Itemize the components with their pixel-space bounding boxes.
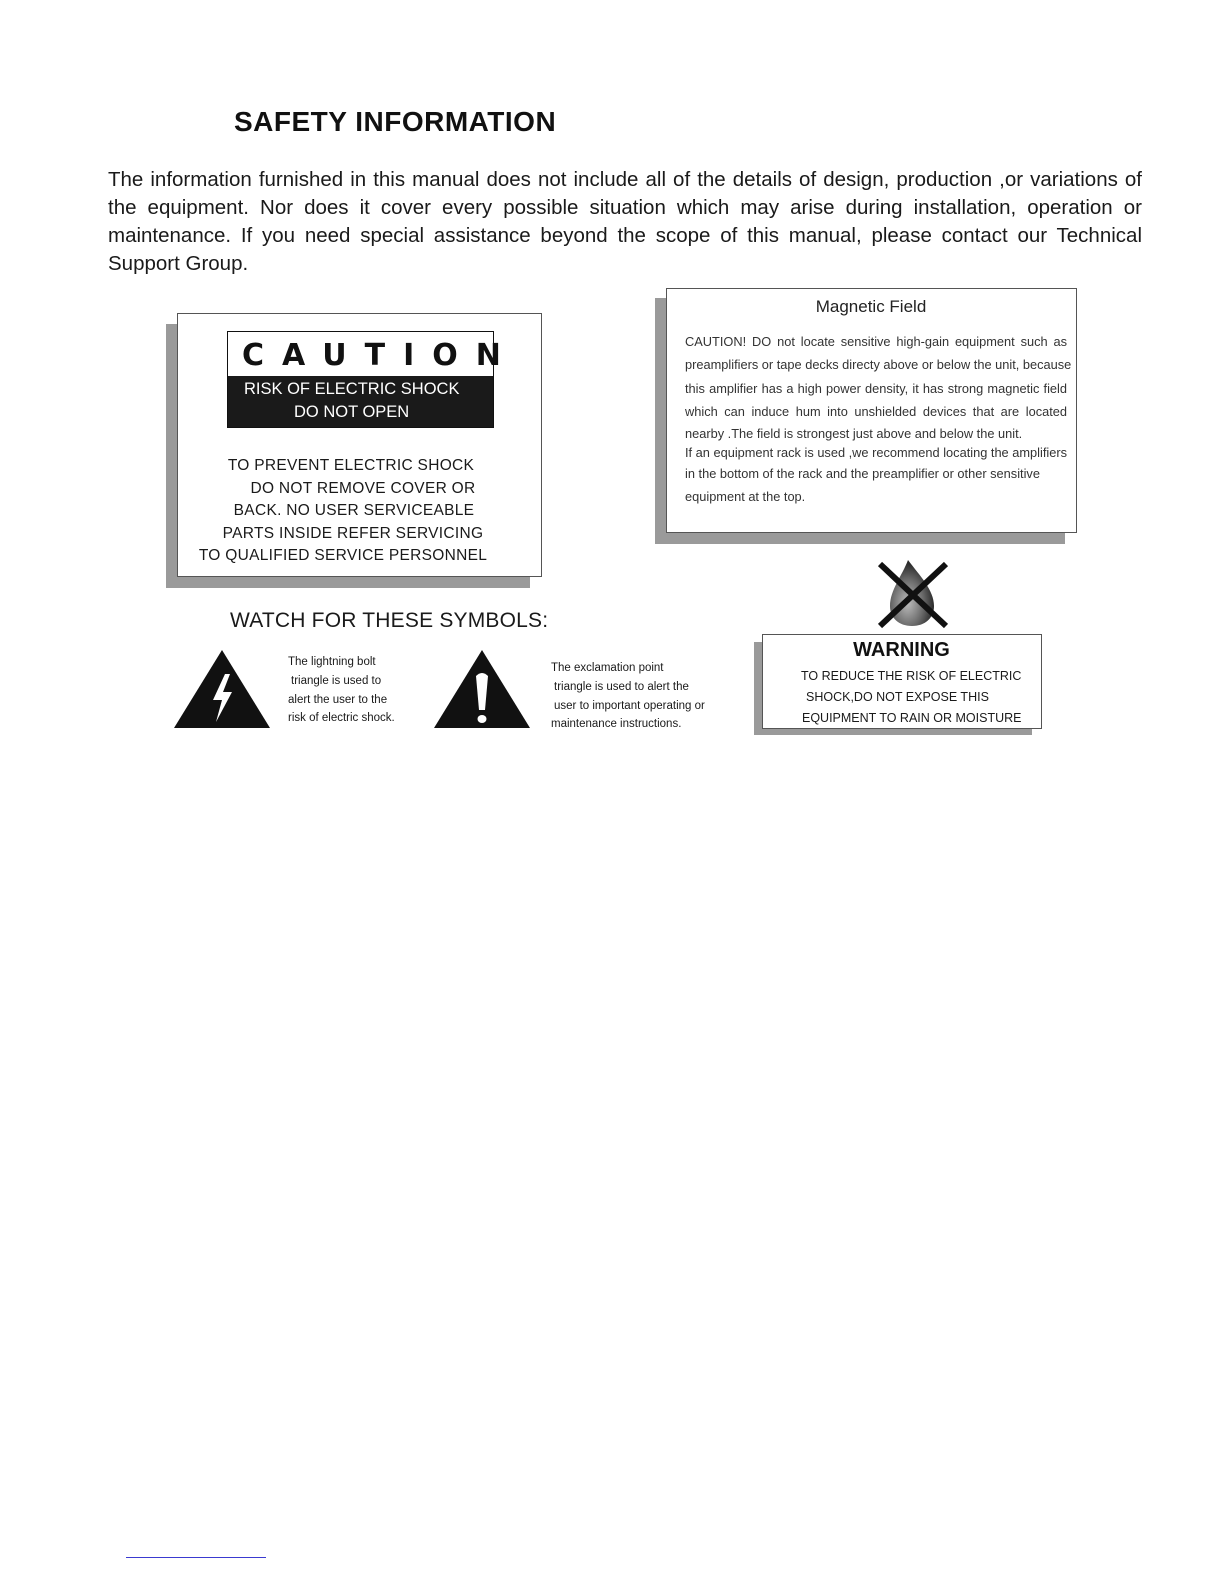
- warning-line: TO REDUCE THE RISK OF ELECTRIC: [801, 669, 1022, 683]
- symbols-heading: WATCH FOR THESE SYMBOLS:: [230, 609, 549, 632]
- exclamation-text-line: triangle is used to alert the: [554, 680, 689, 693]
- lightning-text-line: risk of electric shock.: [288, 712, 395, 725]
- magnetic-line: in the bottom of the rack and the preamplifier or other sensitive: [685, 465, 1040, 481]
- magnetic-line: this amplifier has a high power density, it has strong magnetic field: [685, 380, 1067, 396]
- exclamation-triangle-icon: [432, 648, 532, 730]
- caution-line: DO NOT REMOVE COVER OR: [250, 479, 476, 497]
- warning-line: EQUIPMENT TO RAIN OR MOISTURE: [802, 711, 1022, 725]
- lightning-description: [288, 653, 395, 728]
- caution-banner: [227, 331, 519, 428]
- intro-paragraph: The information furnished in this manual does not include all of the details of design, production ,or variations of the equipment. Nor does it cover every possible situation which may arise during installation, operation or maintenance. If you need special assistance beyond the scope of this manual, please contact our Technical Support Group.: [108, 168, 1142, 275]
- magnetic-line: preamplifiers or tape decks directy above or below the unit, because: [685, 357, 1072, 373]
- caution-line: BACK. NO USER SERVICEABLE: [233, 502, 475, 520]
- magnetic-line: equipment at the top.: [685, 489, 806, 505]
- no-water-drop-icon: [872, 556, 954, 632]
- magnetic-title: Magnetic Field: [815, 297, 927, 316]
- caution-banner-line2: DO NOT OPEN: [294, 403, 410, 421]
- warning-title: WARNING: [853, 639, 950, 661]
- lightning-text-line: alert the user to the: [288, 693, 388, 706]
- magnetic-line: CAUTION! DO not locate sensitive high-gain equipment such as: [685, 334, 1067, 349]
- exclamation-description: [551, 659, 705, 734]
- lightning-text-line: triangle is used to: [291, 674, 382, 687]
- footer-rule: [126, 1557, 266, 1558]
- lightning-triangle-icon: [172, 648, 272, 730]
- exclamation-text-line: maintenance instructions.: [551, 718, 682, 731]
- magnetic-line: nearby .The field is strongest just above and below the unit.: [685, 425, 1023, 441]
- exclamation-text-line: The exclamation point: [551, 662, 664, 674]
- exclamation-text-line: user to important operating or: [554, 699, 705, 712]
- warning-line: SHOCK,DO NOT EXPOSE THIS: [806, 690, 989, 704]
- caution-banner-dark: [228, 376, 493, 427]
- caution-line: PARTS INSIDE REFER SERVICING: [222, 524, 484, 542]
- magnetic-line: which can induce hum into unshielded devices that are located: [685, 404, 1067, 420]
- magnetic-text: [685, 330, 1072, 508]
- magnetic-line: If an equipment rack is used ,we recommend locating the amplifiers: [685, 444, 1067, 460]
- page-title: SAFETY INFORMATION: [234, 106, 557, 137]
- caution-line: TO QUALIFIED SERVICE PERSONNEL: [198, 547, 488, 565]
- caution-line: TO PREVENT ELECTRIC SHOCK: [227, 457, 475, 474]
- caution-banner-line1: RISK OF ELECTRIC SHOCK: [244, 380, 460, 398]
- lightning-text-line: The lightning bolt: [288, 656, 376, 668]
- caution-instructions: [178, 455, 538, 568]
- caution-heading: CAUTION: [242, 338, 519, 373]
